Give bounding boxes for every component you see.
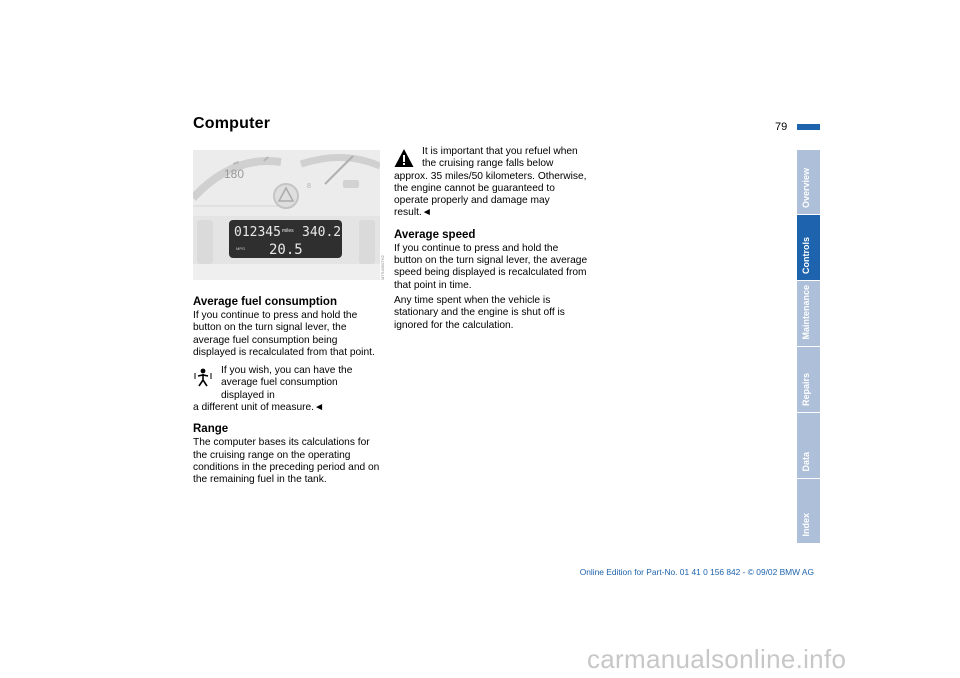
warning-triangle-icon [394, 148, 414, 168]
range-reading: 340.2 [302, 225, 342, 240]
warning-note [394, 146, 588, 220]
tab-overview[interactable] [797, 150, 820, 215]
footer-edition: Online Edition for Part-No. 01 41 0 156 842 - © 09/02 BMW AG [579, 567, 814, 577]
page-marker [797, 124, 820, 130]
consumption-reading: 20.5 [269, 242, 303, 258]
odometer-reading: 012345 [234, 225, 281, 240]
tab-index[interactable] [797, 479, 820, 544]
speed-180-label: 180 [224, 167, 245, 181]
tab-index-label: Index [801, 513, 811, 537]
range-heading: Range [193, 423, 229, 436]
warning-first-line: It is important that you refuel when the cruising range falls below [422, 146, 578, 170]
units-label: miles [282, 228, 294, 234]
tab-maintenance-label: Maintenance [801, 285, 811, 340]
page-number: 79 [775, 121, 788, 133]
tip-note [193, 365, 383, 414]
tip-person-icon [193, 367, 213, 387]
tip-end-mark: ◄ [314, 402, 325, 414]
range-body: The computer bases its calculations for the cruising range on the operating conditions in the preceding period and on the remaining fuel in the tank. [193, 437, 380, 486]
instrument-cluster-figure [193, 150, 380, 280]
tip-first-line: If you wish, you can have the average fuel consumption displayed in [221, 365, 353, 401]
tab-data-label: Data [801, 452, 811, 472]
avg-fuel-body: If you continue to press and hold the button on the turn signal lever, the average fuel consumption being displayed is recalculated from that point. [193, 310, 375, 358]
page-title: Computer [193, 115, 271, 132]
left-column [193, 295, 383, 490]
avg-speed-heading: Average speed [394, 228, 476, 241]
mpg-label: MPG [236, 246, 246, 251]
svg-text:8: 8 [307, 183, 311, 190]
tab-maintenance[interactable] [797, 281, 820, 347]
figure-code: MTS4350TH2 [380, 255, 385, 280]
tab-repairs-label: Repairs [801, 372, 811, 406]
tab-repairs[interactable] [797, 347, 820, 413]
avg-speed-body-1: If you continue to press and hold the button on the turn signal lever, the average speed being displayed is recalculated from that point in time. [394, 242, 588, 291]
watermark: carmanualsonline.info [587, 644, 847, 674]
tip-rest: a different unit of measure. [193, 402, 315, 414]
oil-icon [343, 180, 359, 188]
warning-rest: approx. 35 miles/50 kilometers. Otherwise, the engine cannot be guaranteed to operate properly and damage may result. [394, 170, 587, 219]
tab-data[interactable] [797, 413, 820, 479]
avg-fuel-heading: Average fuel consumption [193, 296, 337, 308]
tab-controls[interactable] [797, 215, 820, 281]
middle-column [394, 146, 588, 335]
avg-speed-body-2: Any time spent when the vehicle is stationary and the engine is shut off is ignored for the calculation. [394, 294, 565, 331]
tab-controls-label: Controls [801, 237, 811, 274]
tab-overview-label: Overview [801, 167, 811, 208]
warning-end-mark: ◄ [421, 207, 432, 219]
